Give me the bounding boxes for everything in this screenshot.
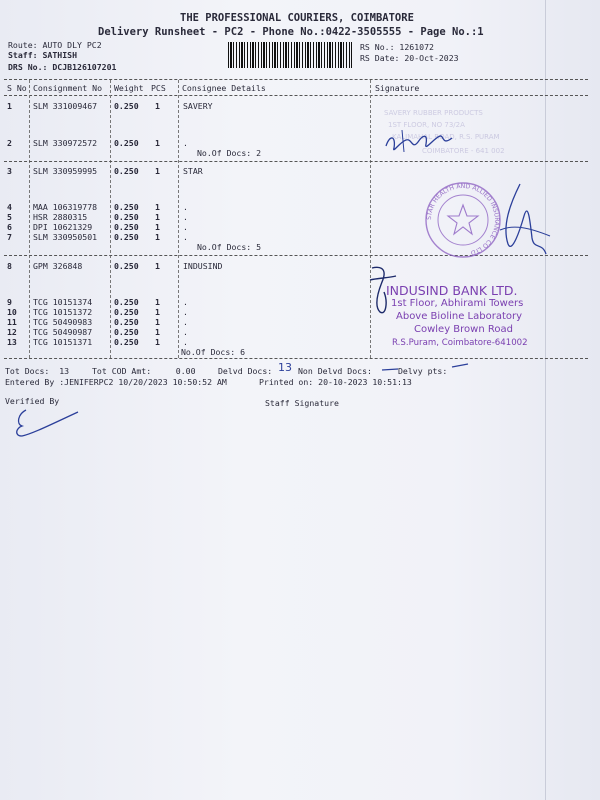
rule-header-bottom xyxy=(4,95,588,96)
signature-ink-1 xyxy=(382,124,462,158)
col-pcs: PCS xyxy=(151,83,166,93)
row-weight: 0.250 xyxy=(114,232,139,242)
col-consignee: Consignee Details xyxy=(182,83,266,93)
group-doc-count: No.Of Docs: 5 xyxy=(197,242,262,252)
row-weight: 0.250 xyxy=(114,307,139,317)
row-weight: 0.250 xyxy=(114,212,139,222)
row-weight: 0.250 xyxy=(114,202,139,212)
bank-stamp-address: 1st Floor, Abhirami Towers xyxy=(391,298,524,309)
row-sno: 4 xyxy=(7,202,12,212)
row-consignment: MAA 106319778 xyxy=(33,202,98,212)
row-consignee: . xyxy=(183,337,188,347)
row-weight: 0.250 xyxy=(114,337,139,347)
drs-number: DRS No.: DCJB126107201 xyxy=(8,62,117,72)
row-pcs: 1 xyxy=(155,202,160,212)
row-sno: 3 xyxy=(7,166,12,176)
row-sno: 12 xyxy=(7,327,17,337)
delivered-docs-handwritten: 13 xyxy=(278,361,292,374)
row-weight: 0.250 xyxy=(114,317,139,327)
row-sno: 1 xyxy=(7,101,12,111)
row-consignee: INDUSIND xyxy=(183,261,223,271)
row-pcs: 1 xyxy=(155,317,160,327)
total-docs: Tot Docs: 13 xyxy=(5,366,70,376)
row-consignment: SLM 330972572 xyxy=(33,138,98,148)
row-pcs: 1 xyxy=(155,261,160,271)
row-weight: 0.250 xyxy=(114,297,139,307)
entered-by: Entered By :JENIFERPC2 10/20/2023 10:50:52 AM xyxy=(5,377,227,387)
row-sno: 10 xyxy=(7,307,17,317)
row-weight: 0.250 xyxy=(114,327,139,337)
col-sno: S No xyxy=(7,83,27,93)
row-consignment: TCG 10151371 xyxy=(33,337,93,347)
group-doc-count: No.Of Docs: 6 xyxy=(181,347,246,357)
bank-stamp-name: INDUSIND BANK LTD. xyxy=(386,283,518,298)
row-sno: 7 xyxy=(7,232,12,242)
row-sno: 2 xyxy=(7,138,12,148)
row-consignee: . xyxy=(183,297,188,307)
col-signature: Signature xyxy=(375,83,420,93)
row-pcs: 1 xyxy=(155,337,160,347)
route-label: Route: AUTO DLY PC2 xyxy=(8,40,102,50)
rule-table-bottom xyxy=(4,358,588,359)
total-cod-amount: Tot COD Amt: 0.00 xyxy=(92,366,196,376)
row-consignment: TCG 10151374 xyxy=(33,297,93,307)
row-consignee: . xyxy=(183,222,188,232)
row-consignee: . xyxy=(183,138,188,148)
row-weight: 0.250 xyxy=(114,101,139,111)
row-consignee: STAR xyxy=(183,166,203,176)
row-weight: 0.250 xyxy=(114,222,139,232)
verifier-signature-ink xyxy=(12,404,82,440)
col-sep xyxy=(110,80,111,358)
row-consignment: TCG 10151372 xyxy=(33,307,93,317)
row-sno: 13 xyxy=(7,337,17,347)
row-pcs: 1 xyxy=(155,232,160,242)
bank-stamp-address: Above Bioline Laboratory xyxy=(396,311,523,322)
row-pcs: 1 xyxy=(155,138,160,148)
row-pcs: 1 xyxy=(155,101,160,111)
row-sno: 11 xyxy=(7,317,17,327)
row-consignee: SAVERY xyxy=(183,101,213,111)
delivery-points-label: Delvy pts: xyxy=(398,366,448,376)
signature-ink-2 xyxy=(490,180,560,260)
printed-on: Printed on: 20-10-2023 10:51:13 xyxy=(259,377,412,387)
col-sep xyxy=(29,80,30,358)
bank-stamp-address: R.S.Puram, Coimbatore-641002 xyxy=(392,338,528,348)
verified-by-label: Verified By xyxy=(5,396,60,406)
group-doc-count: No.Of Docs: 2 xyxy=(197,148,262,158)
staff-signature-label: Staff Signature xyxy=(265,398,339,408)
row-sno: 6 xyxy=(7,222,12,232)
company-name: THE PROFESSIONAL COURIERS, COIMBATORE xyxy=(180,12,414,24)
row-sno: 9 xyxy=(7,297,12,307)
row-consignment: SLM 330959995 xyxy=(33,166,98,176)
row-consignment: DPI 10621329 xyxy=(33,222,93,232)
delivery-points-dash-ink xyxy=(450,362,470,370)
non-delivered-docs-label: Non Delvd Docs: xyxy=(298,366,372,376)
row-consignee: . xyxy=(183,327,188,337)
svg-text:STAR HEALTH AND ALLIED INSURAN: STAR HEALTH AND ALLIED INSURANCE CO LTD xyxy=(425,182,501,257)
runsheet-title: Delivery Runsheet - PC2 - Phone No.:0422-3505555 - Page No.:1 xyxy=(98,26,484,38)
row-consignment: TCG 50490987 xyxy=(33,327,93,337)
row-pcs: 1 xyxy=(155,307,160,317)
row-pcs: 1 xyxy=(155,222,160,232)
row-sno: 5 xyxy=(7,212,12,222)
col-weight: Weight xyxy=(114,83,144,93)
row-consignee: . xyxy=(183,212,188,222)
row-weight: 0.250 xyxy=(114,166,139,176)
row-consignee: . xyxy=(183,317,188,327)
row-consignment: HSR 2880315 xyxy=(33,212,88,222)
row-consignment: SLM 331009467 xyxy=(33,101,98,111)
non-delivered-dash-ink xyxy=(380,366,400,374)
rs-number: RS No.: 1261072 xyxy=(360,42,434,52)
staff-label: Staff: SATHISH xyxy=(8,50,78,60)
col-consignment: Consignment No xyxy=(33,83,103,93)
row-weight: 0.250 xyxy=(114,261,139,271)
faded-company-stamp: SAVERY RUBBER PRODUCTS 1ST FLOOR, NO 73/2A KALIMAHAL ROAD, R.S. PURAM COIMBATORE - 641 002 xyxy=(384,109,505,155)
rs-date: RS Date: 20-Oct-2023 xyxy=(360,53,459,63)
row-pcs: 1 xyxy=(155,297,160,307)
row-weight: 0.250 xyxy=(114,138,139,148)
row-pcs: 1 xyxy=(155,212,160,222)
delivered-docs-label: Delvd Docs: xyxy=(218,366,273,376)
row-consignee: . xyxy=(183,307,188,317)
row-consignee: . xyxy=(183,202,188,212)
barcode xyxy=(228,42,352,68)
row-consignment: GPM 326848 xyxy=(33,261,83,271)
row-pcs: 1 xyxy=(155,327,160,337)
bank-stamp-address: Cowley Brown Road xyxy=(414,324,513,335)
row-consignee: . xyxy=(183,232,188,242)
rule-top xyxy=(4,79,588,80)
col-sep xyxy=(178,80,179,358)
row-consignment: SLM 330950501 xyxy=(33,232,98,242)
row-sno: 8 xyxy=(7,261,12,271)
row-consignment: TCG 50490983 xyxy=(33,317,93,327)
row-pcs: 1 xyxy=(155,166,160,176)
